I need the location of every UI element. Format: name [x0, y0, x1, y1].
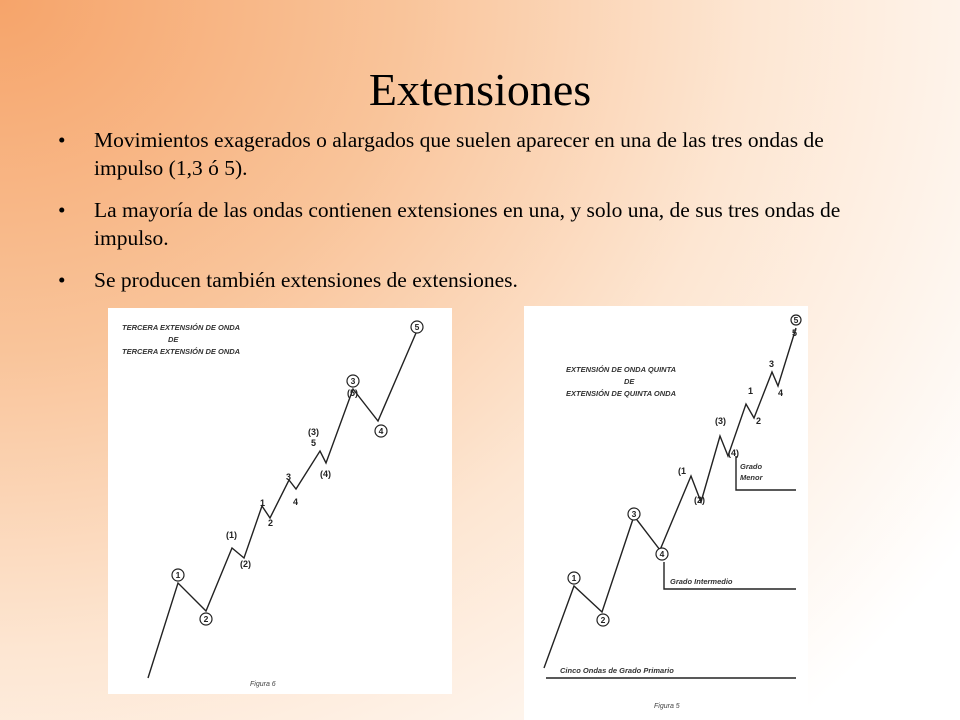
- wave-label: (3): [308, 427, 319, 437]
- grade-primary-label: Cinco Ondas de Grado Primario: [560, 666, 674, 675]
- figure-5-wave-diagram: [524, 306, 808, 720]
- wave-label: (1): [226, 530, 237, 540]
- figure-5-title-line2: DE: [624, 377, 635, 386]
- wave-label: 1: [175, 570, 181, 580]
- wave-label: (5): [347, 388, 358, 398]
- wave-label: 1: [748, 386, 754, 396]
- wave-label: (2): [694, 495, 705, 505]
- wave-label: 4: [293, 497, 299, 507]
- bullet-item: [58, 266, 878, 294]
- grade-minor-label: Grado: [740, 462, 763, 471]
- wave-label: 2: [600, 615, 606, 625]
- wave-label: 5: [793, 315, 799, 325]
- wave-label: 4: [378, 426, 384, 436]
- bullet-list: [58, 126, 878, 308]
- wave-path: [544, 328, 796, 668]
- wave-label: 1: [571, 573, 577, 583]
- grade-minor-label: Menor: [740, 473, 763, 482]
- slide-title: Extensiones: [368, 64, 592, 115]
- bullet-text: La mayoría de las ondas contienen extensiones en una, y solo una, de sus tres ondas de impulso.: [94, 198, 841, 250]
- wave-label: (4): [728, 448, 739, 458]
- wave-label: 5: [414, 322, 420, 332]
- wave-label: (1: [678, 466, 687, 476]
- figure-6-title-line1: TERCERA EXTENSIÓN DE ONDA: [122, 323, 241, 332]
- wave-label: 5: [311, 438, 317, 448]
- bullet-dot: •: [58, 268, 66, 292]
- figure-6-caption: Figura 6: [250, 681, 276, 688]
- bullet-dot: •: [58, 128, 66, 152]
- wave-label: 2: [756, 416, 762, 426]
- figure-6-title-line3: TERCERA EXTENSIÓN DE ONDA: [122, 347, 241, 356]
- wave-label: (3): [715, 416, 726, 426]
- wave-label: 3: [769, 359, 775, 369]
- bullet-item: [58, 126, 878, 182]
- wave-label: 2: [203, 614, 209, 624]
- grade-intermediate-label: Grado Intermedio: [670, 577, 733, 586]
- figure-5-title-line1: EXTENSIÓN DE ONDA QUINTA: [566, 365, 677, 374]
- bullet-text: Se producen también extensiones de extensiones.: [94, 268, 518, 292]
- wave-label: 5: [792, 328, 798, 338]
- wave-label: (2): [240, 559, 251, 569]
- wave-label: 3: [286, 472, 292, 482]
- bullet-dot: •: [58, 198, 66, 222]
- wave-path: [148, 333, 416, 678]
- figure-5-caption: Figura 5: [654, 703, 680, 710]
- wave-label: (4): [320, 469, 331, 479]
- wave-label: 3: [350, 376, 356, 386]
- wave-label: 3: [631, 509, 637, 519]
- figure-6-title-line2: DE: [168, 335, 179, 344]
- wave-label: 4: [778, 388, 784, 398]
- bullet-text: Movimientos exagerados o alargados que suelen aparecer en una de las tres ondas de impulso (1,3 ó 5).: [94, 128, 824, 180]
- wave-label: 2: [268, 518, 274, 528]
- figure-5-title-line3: EXTENSIÓN DE QUINTA ONDA: [566, 389, 677, 398]
- wave-label: 4: [659, 549, 665, 559]
- wave-label: 1: [260, 498, 266, 508]
- bullet-item: [58, 196, 878, 252]
- figure-6-wave-diagram: [108, 308, 452, 694]
